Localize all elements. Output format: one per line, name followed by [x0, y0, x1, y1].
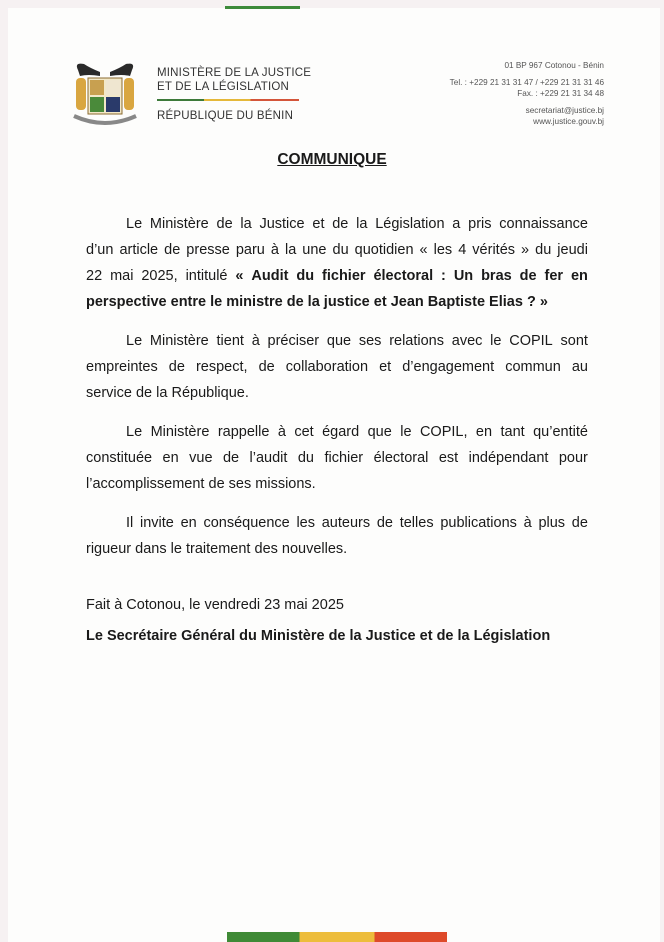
word: collaboration [285, 359, 369, 375]
benin-coat-of-arms-icon [70, 60, 140, 130]
word: de [168, 359, 185, 375]
word: d’engagement [402, 359, 495, 375]
word: telles [399, 515, 434, 531]
word: préciser [267, 333, 320, 349]
word: mai [110, 268, 134, 284]
word: publications [440, 515, 517, 531]
word: empreintes [86, 359, 158, 375]
word: du [297, 450, 314, 466]
word: ministre [226, 294, 283, 310]
word: République. [171, 385, 249, 401]
word: de [164, 242, 181, 258]
word: que [367, 424, 392, 440]
word: de [519, 268, 537, 284]
word: nouvelles. [281, 541, 348, 557]
word: intitulé [185, 268, 228, 284]
word: la [156, 385, 168, 401]
word: qu’entité [533, 424, 588, 440]
word: en [162, 450, 179, 466]
word: d’un [86, 242, 114, 258]
word: 22 [86, 268, 103, 284]
word: paru [235, 242, 265, 258]
paragraph [86, 328, 588, 406]
word: et [379, 359, 392, 375]
word: de [332, 216, 349, 232]
ministry-name [157, 66, 311, 94]
word: Le [126, 216, 143, 232]
text-line [86, 445, 588, 471]
word: que [326, 333, 352, 349]
word: à [251, 333, 260, 349]
word: de [571, 515, 588, 531]
word: cet [294, 424, 314, 440]
word: Le [126, 424, 143, 440]
word: au [571, 359, 588, 375]
word: Un [453, 268, 474, 284]
word: tient [216, 333, 244, 349]
word: le [400, 424, 412, 440]
telephone: Tel. : +229 21 31 31 47 / +229 21 31 31 46 [449, 78, 604, 87]
word: » [539, 294, 548, 310]
word: indépendant [468, 450, 549, 466]
signatory: Le Secrétaire Général du Ministère de la Justice et de la Législation [86, 628, 551, 644]
word: l’accomplissement [86, 476, 205, 492]
word: fer [544, 268, 564, 284]
word: du [332, 242, 349, 258]
text-line [86, 237, 588, 263]
word: avec [451, 333, 483, 349]
word: de [222, 450, 240, 466]
top-color-bar [225, 6, 300, 9]
word: constituée [86, 450, 153, 466]
word: COPIL, [419, 424, 468, 440]
communique-body [86, 211, 588, 575]
word: et [312, 216, 325, 232]
word: le [170, 541, 182, 557]
word: des [254, 541, 278, 557]
text-line [86, 328, 588, 354]
word: de [286, 294, 304, 310]
word: la [240, 216, 252, 232]
document-title: COMMUNIQUE [277, 151, 387, 168]
text-line [86, 510, 588, 536]
word: quotidien [354, 242, 414, 258]
word: service [86, 385, 132, 401]
word: tant [500, 424, 525, 440]
text-line [86, 536, 588, 562]
word: rappelle [217, 424, 270, 440]
text-line [86, 471, 588, 497]
word: vue [189, 450, 213, 466]
text-line [86, 419, 588, 445]
word: plus [538, 515, 566, 531]
word: article [119, 242, 159, 258]
word: missions. [255, 476, 316, 492]
text-line [86, 380, 588, 406]
word: Ministère [149, 216, 209, 232]
word: Il [126, 515, 134, 531]
word: en [180, 515, 197, 531]
text-line [86, 211, 588, 237]
word: Audit [251, 268, 289, 284]
word: électoral [373, 268, 434, 284]
word: égard [322, 424, 360, 440]
word: presse [186, 242, 230, 258]
word: bras [481, 268, 512, 284]
word: pris [468, 216, 492, 232]
word: entre [170, 294, 207, 310]
word: de [216, 216, 233, 232]
word: Elias [489, 294, 523, 310]
word: la [284, 242, 297, 258]
text-line [86, 263, 588, 289]
word: Jean [390, 294, 424, 310]
word: en [475, 424, 493, 440]
contact-info [450, 60, 604, 127]
word: les [433, 242, 453, 258]
place-date: Fait à Cotonou, le vendredi 23 mai 2025 [86, 597, 344, 613]
word: le [490, 333, 502, 349]
word: connaissance [499, 216, 588, 232]
word: ses [228, 476, 252, 492]
bottom-color-bar [227, 932, 447, 942]
paragraph [86, 510, 588, 562]
word: fichier [324, 450, 364, 466]
word: » [521, 242, 530, 258]
word: relations [389, 333, 444, 349]
word: de [376, 515, 393, 531]
word: invite [139, 515, 174, 531]
email: secretariat@justice.bj [525, 106, 604, 115]
word: pour [558, 450, 588, 466]
word: la [356, 216, 368, 232]
word: COPIL [509, 333, 553, 349]
word: traitement [185, 541, 251, 557]
word: les [296, 515, 315, 531]
word: justice [323, 294, 370, 310]
word: Justice [259, 216, 305, 232]
word: 2025, [141, 268, 178, 284]
word: du [535, 242, 552, 258]
word: conséquence [203, 515, 290, 531]
word: Législation [375, 216, 445, 232]
word: en [570, 268, 588, 284]
word: à [277, 424, 286, 440]
word: est [438, 450, 459, 466]
word: respect, [195, 359, 248, 375]
address: 01 BP 967 Cotonou - Bénin [504, 61, 604, 70]
word: rigueur [86, 541, 132, 557]
word: du [296, 268, 315, 284]
word: Le [126, 333, 143, 349]
word: Ministère [149, 333, 209, 349]
website: www.justice.gouv.bj [533, 117, 604, 126]
word: et [373, 294, 387, 310]
word: le [210, 294, 223, 310]
word: Baptiste [427, 294, 486, 310]
text-line [86, 289, 588, 315]
word: à [270, 242, 279, 258]
word: a [452, 216, 461, 232]
word: commun [505, 359, 561, 375]
word: dans [135, 541, 167, 557]
tricolor-divider [157, 99, 299, 101]
word: ses [358, 333, 382, 349]
word: perspective [86, 294, 167, 310]
word: une [302, 242, 327, 258]
paragraph [86, 211, 588, 315]
word: fichier [322, 268, 366, 284]
paragraph [86, 419, 588, 497]
word: jeudi [557, 242, 588, 258]
word: : [441, 268, 446, 284]
word: la [307, 294, 320, 310]
fax: Fax. : +229 21 31 34 48 [517, 89, 604, 98]
text-line [86, 354, 588, 380]
word: vérités [472, 242, 516, 258]
word: Ministère [150, 424, 210, 440]
word: sont [560, 333, 588, 349]
word: l’audit [249, 450, 288, 466]
word: de [208, 476, 225, 492]
word: électoral [373, 450, 429, 466]
word: auteurs [321, 515, 371, 531]
word: 4 [458, 242, 467, 258]
ministry-line-1: MINISTÈRE DE LA JUSTICE [157, 67, 312, 79]
word: de [135, 385, 153, 401]
word: « [419, 242, 428, 258]
word: à [523, 515, 532, 531]
word: ? [526, 294, 536, 310]
republic-name: RÉPUBLIQUE DU BÉNIN [157, 110, 294, 122]
word: « [235, 268, 244, 284]
ministry-line-2: ET DE LA LÉGISLATION [157, 81, 290, 93]
word: de [258, 359, 275, 375]
